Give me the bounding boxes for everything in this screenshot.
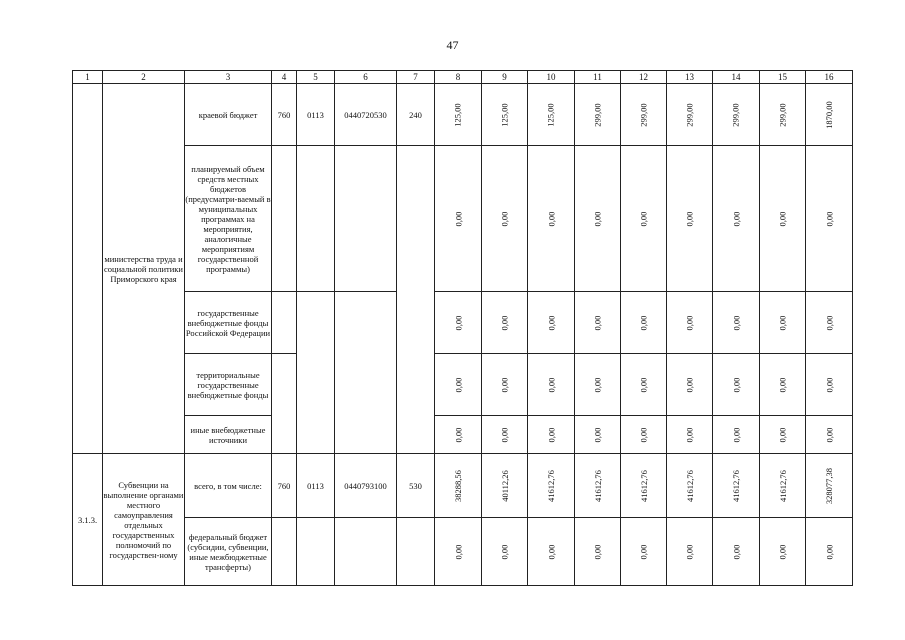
value: 0,00 [638, 427, 649, 442]
grbs-code: 760 [272, 84, 297, 146]
grbs-code [272, 292, 297, 354]
budget-table [72, 70, 853, 586]
value: 0,00 [731, 377, 741, 392]
value: 0,00 [546, 427, 556, 442]
csr-code: 0440720530 [335, 84, 397, 146]
value: 0,00 [777, 544, 788, 559]
value-cell [528, 84, 575, 146]
column-header: 7 [397, 71, 435, 84]
value-cell [575, 416, 621, 454]
csr-code [335, 146, 397, 292]
value: 0,00 [824, 427, 834, 442]
value-cell [713, 354, 760, 416]
value-cell [621, 292, 667, 354]
table-row [73, 518, 853, 586]
value: 0,00 [684, 377, 695, 392]
value: 0,00 [546, 377, 556, 392]
column-header: 16 [806, 71, 853, 84]
value-cell [760, 84, 806, 146]
csr-code [335, 292, 397, 354]
value-cell [575, 454, 621, 518]
column-header: 13 [667, 71, 713, 84]
value-cell [435, 292, 482, 354]
value: 0,00 [777, 211, 788, 226]
value-cell [667, 292, 713, 354]
funding-source: всего, в том числе: [185, 454, 272, 518]
grbs-code [272, 518, 297, 586]
value-cell [806, 454, 853, 518]
value-cell [667, 354, 713, 416]
value: 0,00 [731, 315, 741, 330]
value: 0,00 [731, 427, 741, 442]
value-cell [528, 454, 575, 518]
value-cell [621, 518, 667, 586]
value: 41612,76 [592, 469, 603, 502]
vr-code: 530 [397, 454, 435, 518]
value-cell [713, 84, 760, 146]
value-cell [528, 518, 575, 586]
funding-source: иные внебюджетные источники [185, 416, 272, 454]
value: 0,00 [499, 544, 510, 559]
csr-code [335, 354, 397, 416]
value-cell [667, 518, 713, 586]
value-cell [482, 84, 528, 146]
rzpr-code [297, 354, 335, 416]
value: 0,00 [684, 427, 695, 442]
value: 0,00 [684, 544, 695, 559]
value: 0,00 [824, 377, 834, 392]
value: 0,00 [499, 211, 510, 226]
value: 0,00 [777, 315, 788, 330]
value: 0,00 [453, 427, 463, 442]
column-header: 1 [73, 71, 103, 84]
column-header: 11 [575, 71, 621, 84]
value: 0,00 [592, 427, 603, 442]
funding-source: планируемый объем средств местных бюджетов (предусматри-ваемый в муниципальных программах на мероприятия, аналогичные мероприятиям государственной программы) [185, 146, 272, 292]
value-cell [760, 518, 806, 586]
csr-code: 0440793100 [335, 454, 397, 518]
value-cell [621, 146, 667, 292]
vr-code [397, 146, 435, 292]
value-cell [528, 354, 575, 416]
value: 0,00 [592, 211, 603, 226]
row-number-cell [73, 84, 103, 454]
value-cell [482, 354, 528, 416]
value: 0,00 [824, 544, 834, 559]
column-header: 6 [335, 71, 397, 84]
value: 0,00 [546, 211, 556, 226]
value-cell [482, 416, 528, 454]
value: 125,00 [453, 102, 463, 127]
value: 0,00 [638, 544, 649, 559]
value: 0,00 [499, 427, 510, 442]
value-cell [806, 518, 853, 586]
value: 0,00 [499, 315, 510, 330]
value: 0,00 [592, 544, 603, 559]
value: 0,00 [453, 544, 463, 559]
value: 0,00 [684, 211, 695, 226]
rzpr-code [297, 146, 335, 292]
funding-source: государственные внебюджетные фонды Российской Федерации [185, 292, 272, 354]
value-cell [713, 416, 760, 454]
value-cell [482, 454, 528, 518]
column-header: 4 [272, 71, 297, 84]
value-cell [575, 146, 621, 292]
value: 40112,26 [499, 469, 510, 502]
value-cell [575, 354, 621, 416]
value-cell [713, 292, 760, 354]
value-cell [621, 84, 667, 146]
value: 0,00 [777, 377, 788, 392]
value-cell [667, 454, 713, 518]
value-cell [760, 354, 806, 416]
value-cell [435, 518, 482, 586]
value: 328077,38 [824, 467, 834, 504]
page-number: 47 [446, 38, 459, 52]
value: 0,00 [824, 315, 834, 330]
column-header: 9 [482, 71, 528, 84]
table-row [73, 84, 853, 146]
value: 41612,76 [684, 469, 695, 502]
value-cell [713, 518, 760, 586]
value-cell [713, 146, 760, 292]
rzpr-code: 0113 [297, 84, 335, 146]
funding-source: краевой бюджет [185, 84, 272, 146]
value-cell [435, 454, 482, 518]
value: 0,00 [453, 377, 463, 392]
value: 299,00 [592, 102, 603, 127]
table-row [73, 354, 853, 416]
value-cell [435, 146, 482, 292]
value: 0,00 [638, 211, 649, 226]
grbs-code [272, 146, 297, 292]
value-cell [528, 416, 575, 454]
value-cell [482, 146, 528, 292]
value: 0,00 [638, 377, 649, 392]
csr-code [335, 416, 397, 454]
table-row [73, 292, 853, 354]
csr-code [335, 518, 397, 586]
value: 299,00 [638, 102, 649, 127]
vr-code [397, 292, 435, 354]
value: 41612,76 [546, 469, 556, 502]
activity-name: Субвенции на выполнение органами местного самоуправления отдельных государственных полномочий по государствен-ному [103, 454, 185, 586]
value-cell [760, 146, 806, 292]
value-cell [667, 84, 713, 146]
column-header: 5 [297, 71, 335, 84]
value-cell [435, 84, 482, 146]
value: 0,00 [453, 315, 463, 330]
value-cell [760, 416, 806, 454]
value: 0,00 [777, 427, 788, 442]
column-header: 2 [103, 71, 185, 84]
value: 41612,76 [777, 469, 788, 502]
value-cell [806, 292, 853, 354]
value: 125,00 [499, 102, 510, 127]
value: 0,00 [453, 211, 463, 226]
row-number-cell: 3.1.3. [73, 454, 103, 586]
table-row [73, 416, 853, 454]
value: 125,00 [546, 102, 556, 127]
value-cell [575, 292, 621, 354]
value: 0,00 [731, 211, 741, 226]
value: 0,00 [546, 544, 556, 559]
value: 0,00 [684, 315, 695, 330]
value: 1870,00 [824, 100, 834, 129]
funding-source: федеральный бюджет (субсидии, субвенции, иные межбюджетные трансферты) [185, 518, 272, 586]
funding-source: территориальные государственные внебюджетные фонды [185, 354, 272, 416]
value: 0,00 [638, 315, 649, 330]
grbs-code: 760 [272, 454, 297, 518]
value-cell [482, 292, 528, 354]
rzpr-code [297, 518, 335, 586]
column-header: 12 [621, 71, 667, 84]
vr-code [397, 416, 435, 454]
value-cell [621, 416, 667, 454]
vr-code [397, 354, 435, 416]
table-row [73, 454, 853, 518]
value-cell [713, 454, 760, 518]
value: 0,00 [546, 315, 556, 330]
value-cell [528, 146, 575, 292]
value-cell [806, 146, 853, 292]
value: 0,00 [824, 211, 834, 226]
value-cell [667, 416, 713, 454]
value-cell [528, 292, 575, 354]
rzpr-code: 0113 [297, 454, 335, 518]
rzpr-code [297, 416, 335, 454]
vr-code: 240 [397, 84, 435, 146]
value: 38288,56 [453, 469, 463, 502]
value-cell [806, 84, 853, 146]
value-cell [760, 454, 806, 518]
value-cell [806, 354, 853, 416]
value-cell [482, 518, 528, 586]
vr-code [397, 518, 435, 586]
rzpr-code [297, 292, 335, 354]
value: 41612,76 [731, 469, 741, 502]
column-number-row [73, 71, 853, 84]
value-cell [575, 84, 621, 146]
column-header: 8 [435, 71, 482, 84]
grbs-code [272, 416, 297, 454]
value: 0,00 [592, 377, 603, 392]
column-header: 10 [528, 71, 575, 84]
value: 0,00 [731, 544, 741, 559]
column-header: 3 [185, 71, 272, 84]
column-header: 14 [713, 71, 760, 84]
value-cell [760, 292, 806, 354]
column-header: 15 [760, 71, 806, 84]
value-cell [435, 354, 482, 416]
value: 0,00 [499, 377, 510, 392]
value-cell [575, 518, 621, 586]
activity-name: министерства труда и социальной политики Приморского края [103, 84, 185, 454]
table-row [73, 146, 853, 292]
value: 41612,76 [638, 469, 649, 502]
value: 299,00 [684, 102, 695, 127]
grbs-code [272, 354, 297, 416]
value: 0,00 [592, 315, 603, 330]
value: 299,00 [777, 102, 788, 127]
value-cell [435, 416, 482, 454]
value: 299,00 [731, 102, 741, 127]
value-cell [621, 354, 667, 416]
value-cell [667, 146, 713, 292]
value-cell [806, 416, 853, 454]
value-cell [621, 454, 667, 518]
